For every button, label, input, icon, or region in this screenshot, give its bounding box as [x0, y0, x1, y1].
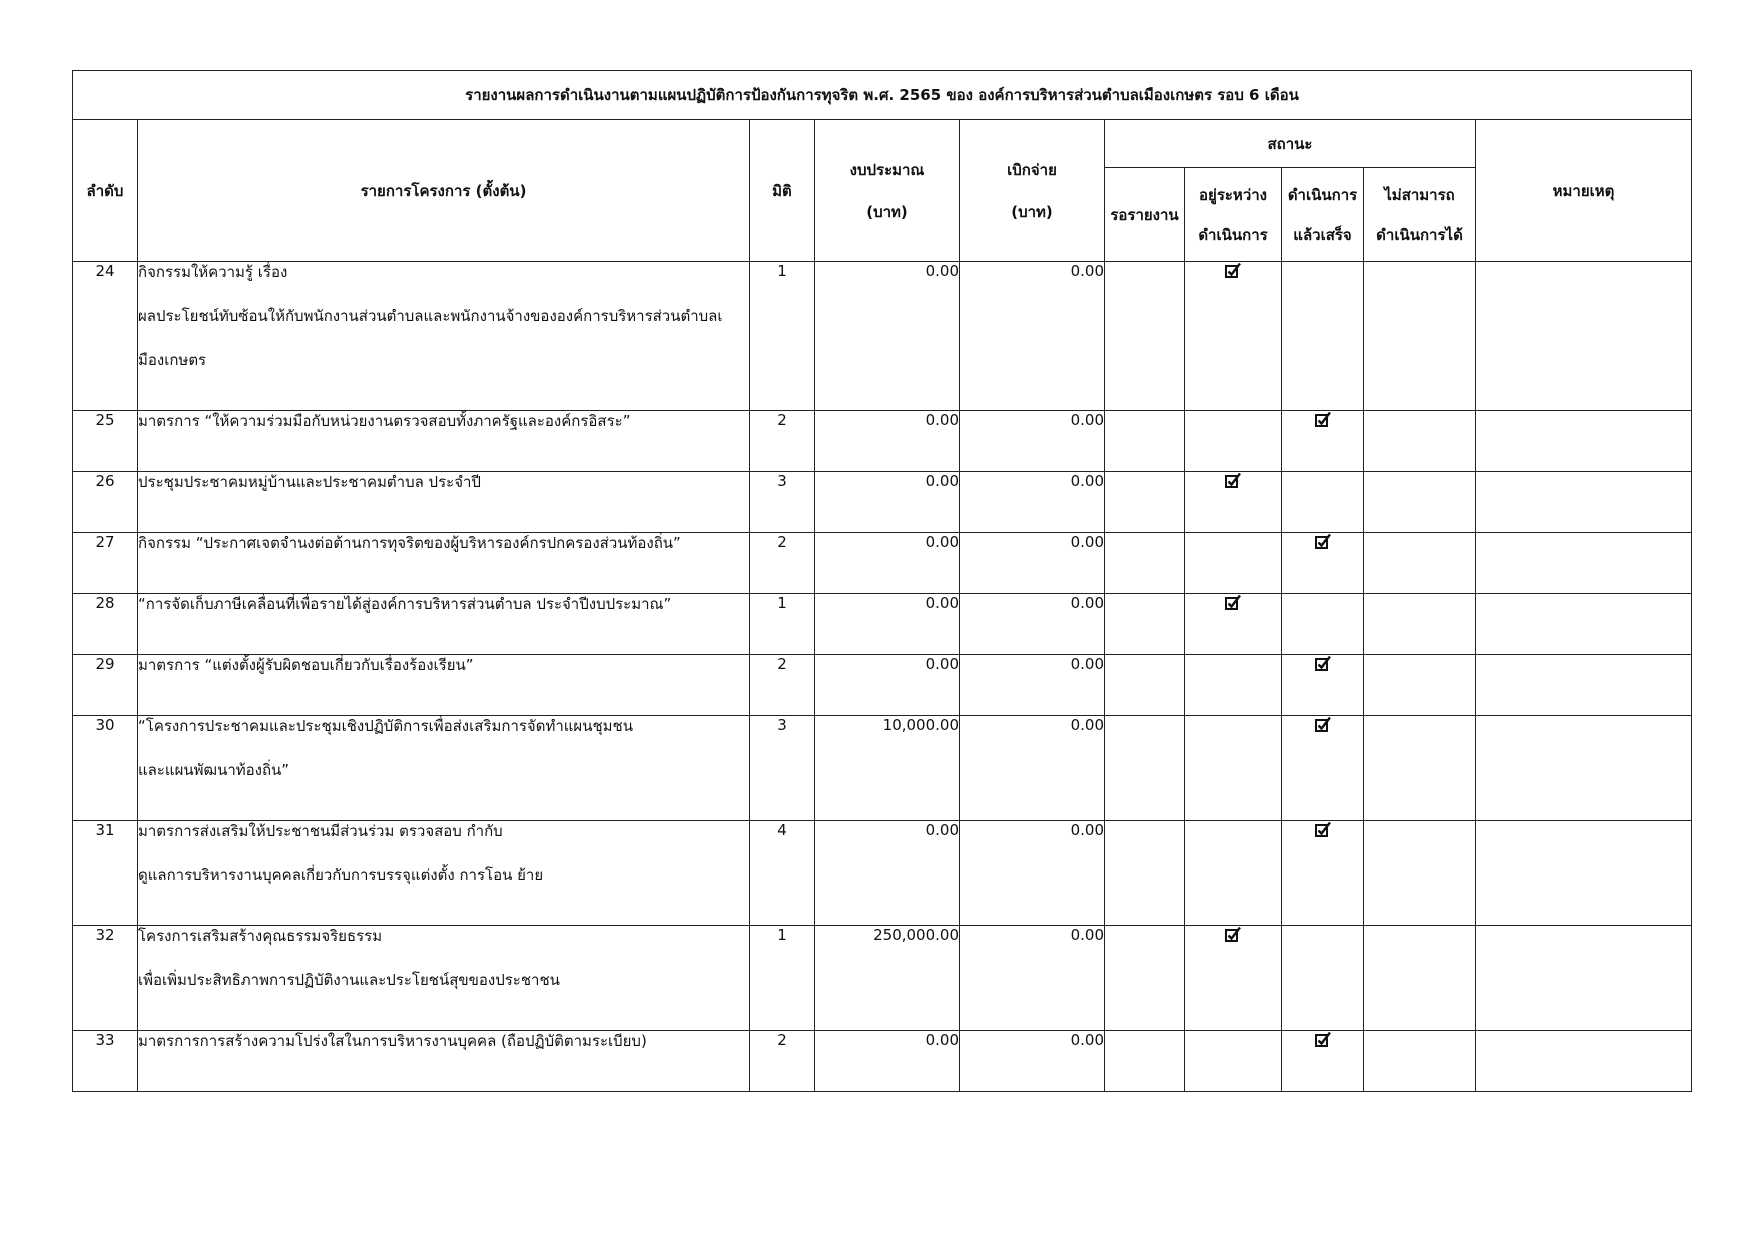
row-spent: 0.00 — [960, 1031, 1105, 1092]
row-status-inprogress — [1185, 262, 1282, 411]
header-status-unable: ไม่สามารถ ดำเนินการได้ — [1364, 168, 1476, 262]
row-status-unable — [1364, 1031, 1476, 1092]
header-order: ลำดับ — [73, 120, 138, 262]
checked-box-icon — [1314, 821, 1332, 839]
row-status-done — [1282, 821, 1364, 926]
row-spent: 0.00 — [960, 594, 1105, 655]
row-status-waiting — [1105, 926, 1185, 1031]
row-status-inprogress — [1185, 821, 1282, 926]
row-status-inprogress — [1185, 533, 1282, 594]
checked-box-icon — [1224, 594, 1242, 612]
row-dimension: 2 — [750, 411, 815, 472]
header-spent: เบิกจ่าย (บาท) — [960, 120, 1105, 262]
row-status-unable — [1364, 594, 1476, 655]
header-status-waiting: รอรายงาน — [1105, 168, 1185, 262]
project-name-line: ประชุมประชาคมหมู่บ้านและประชาคมตำบล ประจำปี — [138, 473, 481, 491]
row-dimension: 2 — [750, 533, 815, 594]
project-name-line: มาตรการ “ให้ความร่วมมือกับหน่วยงานตรวจสอบทั้งภาครัฐและองค์กรอิสระ” — [138, 412, 631, 430]
table-row — [73, 716, 1692, 821]
row-project-name — [138, 1031, 750, 1092]
row-status-inprogress — [1185, 1031, 1282, 1092]
row-status-inprogress — [1185, 594, 1282, 655]
row-number: 27 — [73, 533, 138, 594]
checked-box-icon — [1224, 262, 1242, 280]
row-number: 31 — [73, 821, 138, 926]
row-status-waiting — [1105, 655, 1185, 716]
checked-box-icon — [1314, 1031, 1332, 1049]
row-status-waiting — [1105, 411, 1185, 472]
row-status-inprogress — [1185, 716, 1282, 821]
row-remark — [1476, 472, 1692, 533]
project-name-line: “การจัดเก็บภาษีเคลื่อนที่เพื่อรายได้สู่องค์การบริหารส่วนตำบล ประจำปีงบประมาณ” — [138, 595, 672, 613]
row-status-inprogress — [1185, 472, 1282, 533]
header-status-inprogress: อยู่ระหว่าง ดำเนินการ — [1185, 168, 1282, 262]
header-status: สถานะ — [1105, 120, 1476, 168]
row-spent: 0.00 — [960, 926, 1105, 1031]
row-status-done — [1282, 1031, 1364, 1092]
header-remark: หมายเหตุ — [1476, 120, 1692, 262]
row-dimension: 2 — [750, 1031, 815, 1092]
row-remark — [1476, 594, 1692, 655]
row-dimension: 1 — [750, 926, 815, 1031]
row-dimension: 3 — [750, 716, 815, 821]
row-status-done — [1282, 411, 1364, 472]
row-spent: 0.00 — [960, 472, 1105, 533]
row-number: 30 — [73, 716, 138, 821]
row-remark — [1476, 533, 1692, 594]
row-status-waiting — [1105, 533, 1185, 594]
row-status-waiting — [1105, 821, 1185, 926]
checked-box-icon — [1224, 926, 1242, 944]
row-status-done — [1282, 262, 1364, 411]
report-table — [72, 70, 1692, 1092]
row-number: 24 — [73, 262, 138, 411]
row-status-unable — [1364, 716, 1476, 821]
row-status-unable — [1364, 533, 1476, 594]
row-remark — [1476, 262, 1692, 411]
project-name-line: โครงการเสริมสร้างคุณธรรมจริยธรรม — [138, 927, 383, 945]
row-spent: 0.00 — [960, 411, 1105, 472]
row-remark — [1476, 821, 1692, 926]
project-name-line: มืองเกษตร — [138, 351, 207, 369]
row-spent: 0.00 — [960, 262, 1105, 411]
table-row — [73, 1031, 1692, 1092]
row-remark — [1476, 926, 1692, 1031]
row-dimension: 3 — [750, 472, 815, 533]
checked-box-icon — [1314, 411, 1332, 429]
row-status-done — [1282, 594, 1364, 655]
row-status-waiting — [1105, 1031, 1185, 1092]
row-status-inprogress — [1185, 655, 1282, 716]
project-name-line: มาตรการ “แต่งตั้งผู้รับผิดชอบเกี่ยวกับเรื่องร้องเรียน” — [138, 656, 474, 674]
project-name-line: เพื่อเพิ่มประสิทธิภาพการปฏิบัติงานและประโยชน์สุขของประชาชน — [138, 971, 560, 989]
row-remark — [1476, 655, 1692, 716]
row-number: 33 — [73, 1031, 138, 1092]
row-dimension: 1 — [750, 594, 815, 655]
row-status-done — [1282, 472, 1364, 533]
table-row — [73, 926, 1692, 1031]
project-name-line: ดูแลการบริหารงานบุคคลเกี่ยวกับการบรรจุแต่งตั้ง การโอน ย้าย — [138, 866, 544, 884]
row-budget: 0.00 — [815, 1031, 960, 1092]
row-spent: 0.00 — [960, 821, 1105, 926]
row-status-waiting — [1105, 716, 1185, 821]
row-remark — [1476, 411, 1692, 472]
row-number: 32 — [73, 926, 138, 1031]
row-status-done — [1282, 716, 1364, 821]
checked-box-icon — [1314, 655, 1332, 673]
row-status-waiting — [1105, 262, 1185, 411]
row-dimension: 2 — [750, 655, 815, 716]
project-name-line: “โครงการประชาคมและประชุมเชิงปฏิบัติการเพื่อส่งเสริมการจัดทำแผนชุมชน — [138, 717, 633, 735]
project-name-line: และแผนพัฒนาท้องถิ่น” — [138, 761, 290, 779]
table-body — [73, 262, 1692, 1092]
row-status-waiting — [1105, 594, 1185, 655]
row-dimension: 4 — [750, 821, 815, 926]
row-status-unable — [1364, 655, 1476, 716]
checked-box-icon — [1224, 472, 1242, 490]
header-dimension: มิติ — [750, 120, 815, 262]
row-budget: 0.00 — [815, 472, 960, 533]
row-number: 28 — [73, 594, 138, 655]
row-status-done — [1282, 655, 1364, 716]
table-row — [73, 821, 1692, 926]
project-name-line: กิจกรรม “ประกาศเจตจำนงต่อต้านการทุจริตของผู้บริหารองค์กรปกครองส่วนท้องถิ่น” — [138, 534, 681, 552]
checked-box-icon — [1314, 533, 1332, 551]
row-budget: 0.00 — [815, 262, 960, 411]
row-budget: 0.00 — [815, 411, 960, 472]
row-status-done — [1282, 926, 1364, 1031]
project-name-line: กิจกรรมให้ความรู้ เรื่อง — [138, 263, 288, 281]
row-budget: 0.00 — [815, 655, 960, 716]
row-status-unable — [1364, 472, 1476, 533]
row-status-inprogress — [1185, 411, 1282, 472]
project-name-line: มาตรการการสร้างความโปร่งใสในการบริหารงานบุคคล (ถือปฏิบัติตามระเบียบ) — [138, 1032, 647, 1050]
report-title: รายงานผลการดำเนินงานตามแผนปฏิบัติการป้องกันการทุจริต พ.ศ. 2565 ของ องค์การบริหารส่วนตำบลเมืองเกษตร รอบ 6 เดือน — [73, 71, 1692, 120]
row-spent: 0.00 — [960, 533, 1105, 594]
row-budget: 0.00 — [815, 533, 960, 594]
row-budget: 10,000.00 — [815, 716, 960, 821]
row-status-done — [1282, 533, 1364, 594]
row-status-inprogress — [1185, 926, 1282, 1031]
checked-box-icon — [1314, 716, 1332, 734]
table-row — [73, 262, 1692, 411]
row-budget: 250,000.00 — [815, 926, 960, 1031]
row-status-waiting — [1105, 472, 1185, 533]
project-name-line: ผลประโยชน์ทับซ้อนให้กับพนักงานส่วนตำบลและพนักงานจ้างขององค์การบริหารส่วนตำบลเ — [138, 307, 723, 325]
row-spent: 0.00 — [960, 655, 1105, 716]
row-remark — [1476, 1031, 1692, 1092]
row-number: 29 — [73, 655, 138, 716]
row-number: 25 — [73, 411, 138, 472]
header-status-done: ดำเนินการ แล้วเสร็จ — [1282, 168, 1364, 262]
row-dimension: 1 — [750, 262, 815, 411]
row-status-unable — [1364, 821, 1476, 926]
row-project-name — [138, 926, 750, 1031]
project-name-line: มาตรการส่งเสริมให้ประชาชนมีส่วนร่วม ตรวจสอบ กำกับ — [138, 822, 503, 840]
header-project: รายการโครงการ (ตั้งต้น) — [138, 120, 750, 262]
row-spent: 0.00 — [960, 716, 1105, 821]
row-status-unable — [1364, 926, 1476, 1031]
row-budget: 0.00 — [815, 594, 960, 655]
header-budget: งบประมาณ (บาท) — [815, 120, 960, 262]
row-status-unable — [1364, 411, 1476, 472]
row-project-name — [138, 716, 750, 821]
row-status-unable — [1364, 262, 1476, 411]
row-project-name — [138, 262, 750, 411]
row-project-name — [138, 821, 750, 926]
row-budget: 0.00 — [815, 821, 960, 926]
row-number: 26 — [73, 472, 138, 533]
row-remark — [1476, 716, 1692, 821]
